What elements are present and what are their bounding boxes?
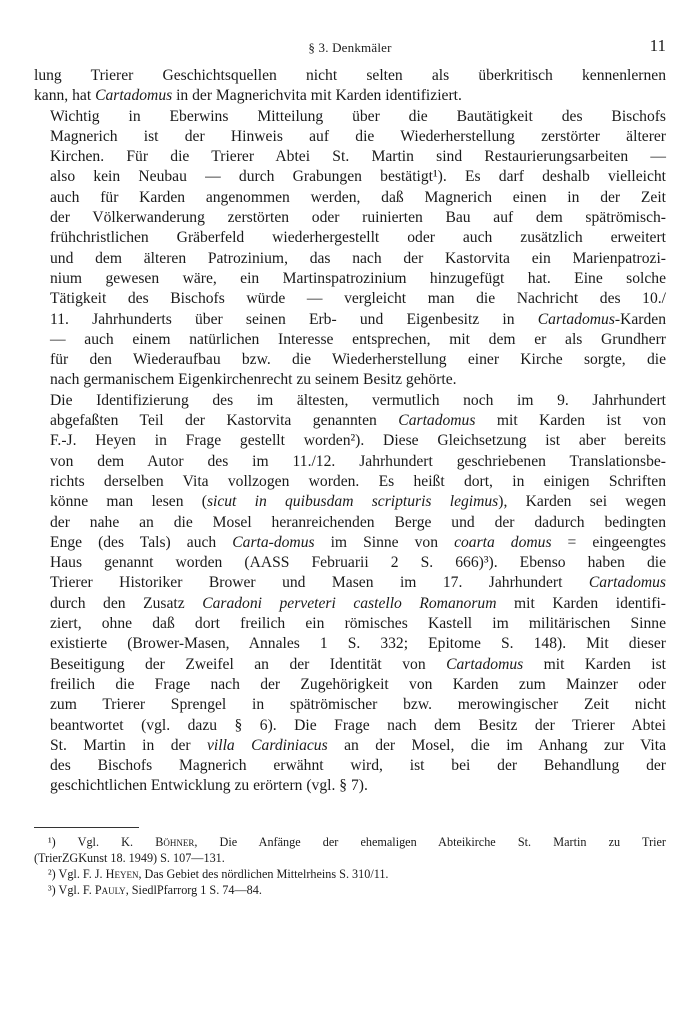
footnote-line: ²) Vgl. F. J. Heyen, Das Gebiet des nördlichen Mittelrheins S. 310/11. xyxy=(48,866,389,881)
text-line: könne man lesen (sicut in quibusdam scripturis legimus), Karden sei wegen xyxy=(50,493,666,511)
footnote xyxy=(34,882,666,898)
footnotes xyxy=(34,834,666,898)
body-text xyxy=(34,66,666,797)
text-line: ziert, ohne daß dort freilich ein römisches Kastell im militärischen Sinne xyxy=(50,615,666,633)
text-line: auch für Karden angenommen werden, daß Magnerich einen in der Zeit xyxy=(50,188,666,206)
text-line: Tätigkeit des Bischofs würde — vergleicht man die Nachricht des 10./ xyxy=(50,290,666,308)
paragraph xyxy=(34,66,666,107)
footnote xyxy=(34,834,666,866)
text-line: kann, hat Cartadomus in der Magnerichvita mit Karden identifiziert. xyxy=(34,87,462,105)
footnote-line: ³) Vgl. F. Pauly, SiedlPfarrorg 1 S. 74—84. xyxy=(48,882,262,897)
text-line: nium gewesen wäre, ein Martinspatrozinium hinzugefügt hat. Eine solche xyxy=(50,269,666,287)
text-line: Haus genannt worden (AASS Februarii 2 S. 666)³). Ebenso haben die xyxy=(50,554,666,572)
text-line: nach germanischem Eigenkirchenrecht zu seinem Besitz gehörte. xyxy=(50,371,457,389)
text-line: St. Martin in der villa Cardiniacus an der Mosel, die im Anhang zur Vita xyxy=(50,736,666,754)
text-line: Magnerich ist der Hinweis auf die Wiederherstellung zerstörter älterer xyxy=(50,127,666,145)
text-line: der Völkerwanderung zerstörten oder ruinierten Bau auf dem spätrömisch- xyxy=(50,209,666,227)
footnote xyxy=(34,866,666,882)
text-line: abgefaßten Teil der Kastorvita genannten Cartadomus mit Karden ist von xyxy=(50,412,666,430)
text-line: — auch einem natürlichen Interesse entsprechen, mit dem er als Grundherr xyxy=(50,330,666,348)
text-line: des Bischofs Magnerich erwähnt wird, ist bei der Behandlung der xyxy=(50,757,666,775)
text-line: F.-J. Heyen in Frage gestellt worden²). Diese Gleichsetzung ist aber bereits xyxy=(50,432,666,450)
text-line: von dem Autor des im 11./12. Jahrhundert geschriebenen Translationsbe- xyxy=(50,452,666,470)
text-line: zum Trierer Sprengel in spätrömischer bzw. merowingischer Zeit nicht xyxy=(50,696,666,714)
text-line: richts derselben Vita vollzogen worden. Es heißt dort, in einigen Schriften xyxy=(50,472,666,490)
page xyxy=(34,34,666,898)
paragraph xyxy=(34,107,666,391)
footnote-divider xyxy=(34,827,139,828)
text-line: durch den Zusatz Caradoni perveteri castello Romanorum mit Karden identifi- xyxy=(50,594,666,612)
text-line: freilich die Frage nach der Zugehörigkeit von Karden zum Mainzer oder xyxy=(50,675,666,693)
text-line: 11. Jahrhunderts über seinen Erb- und Eigenbesitz in Cartadomus-Karden xyxy=(50,310,666,328)
text-line: also kein Neubau — durch Grabungen bestätigt¹). Es darf deshalb vielleicht xyxy=(50,168,666,186)
text-line: beantwortet (vgl. dazu § 6). Die Frage nach dem Besitz der Trierer Abtei xyxy=(50,716,666,734)
text-line: Wichtig in Eberwins Mitteilung über die Bautätigkeit des Bischofs xyxy=(50,107,666,125)
text-line: für den Wiederaufbau bzw. die Wiederherstellung einer Kirche sorgte, die xyxy=(50,351,666,369)
page-header xyxy=(34,34,666,64)
paragraph xyxy=(34,391,666,797)
footnote-line: (TrierZGKunst 18. 1949) S. 107—131. xyxy=(34,850,225,865)
footnote-line: ¹) Vgl. K. Böhner, Die Anfänge der ehemaligen Abteikirche St. Martin zu Trier xyxy=(48,834,666,849)
text-line: Enge (des Tals) auch Carta-domus im Sinne von coarta domus = eingeengtes xyxy=(50,533,666,551)
text-line: geschichtlichen Entwicklung zu erörtern (vgl. § 7). xyxy=(50,777,368,795)
text-line: Trierer Historiker Brower und Masen im 17. Jahrhundert Cartadomus xyxy=(50,574,666,592)
running-head: § 3. Denkmäler xyxy=(308,40,392,55)
text-line: Die Identifizierung des im ältesten, vermutlich noch im 9. Jahrhundert xyxy=(50,391,666,409)
text-line: lung Trierer Geschichtsquellen nicht selten als überkritisch kennenlernen xyxy=(34,67,666,84)
text-line: Beseitigung der Zweifel an der Identität von Cartadomus mit Karden ist xyxy=(50,655,666,673)
text-line: Kirchen. Für die Trierer Abtei St. Martin sind Restaurierungsarbeiten — xyxy=(50,148,666,166)
page-number: 11 xyxy=(649,36,666,55)
text-line: frühchristlichen Gräberfeld wiederhergestellt oder auch zusätzlich erweitert xyxy=(50,229,666,247)
text-line: existierte (Brower-Masen, Annales 1 S. 332; Epitome S. 148). Mit dieser xyxy=(50,635,666,653)
text-line: und dem älteren Patrozinium, das nach der Kastorvita ein Marienpatrozi- xyxy=(50,249,666,267)
text-line: der nahe an die Mosel heranreichenden Berge und der dadurch bedingten xyxy=(50,513,666,531)
